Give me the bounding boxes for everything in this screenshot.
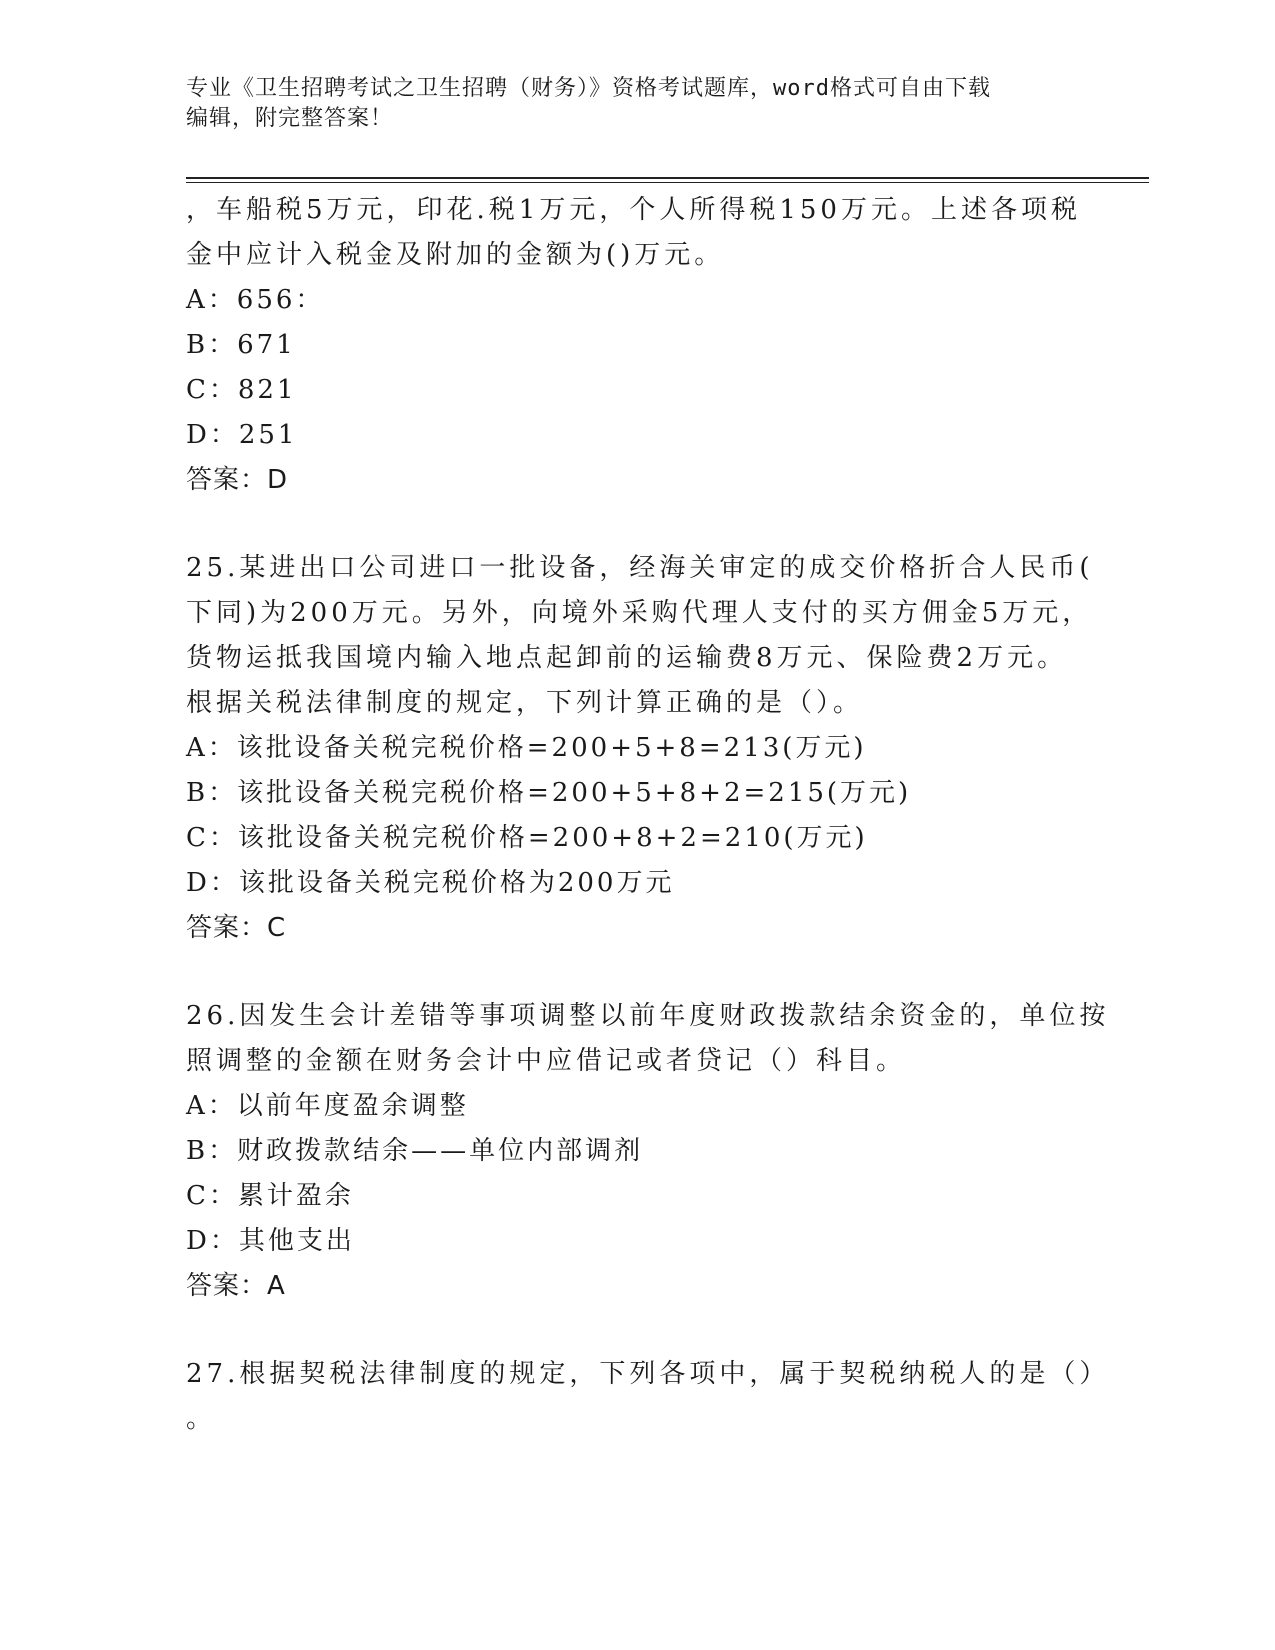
question-text-line: 照调整的金额在财务会计中应借记或者贷记（）科目。 xyxy=(186,1046,907,1076)
document-body xyxy=(186,188,1110,1442)
question-27 xyxy=(186,1352,1110,1442)
option-b: B：该批设备关税完税价格=200+5+8+2=215(万元) xyxy=(186,778,912,808)
option-a: A：该批设备关税完税价格=200+5+8=213(万元) xyxy=(186,733,867,763)
spacer xyxy=(186,503,1086,546)
option-b: B：671 xyxy=(186,330,296,360)
question-text-line: 根据关税法律制度的规定，下列计算正确的是（）。 xyxy=(186,688,864,718)
question-text-line: 下同)为200万元。另外，向境外采购代理人支付的买方佣金5万元， xyxy=(186,598,1093,628)
option-a: A：656： xyxy=(186,285,325,315)
answer-label: 答案：D xyxy=(186,465,289,495)
spacer xyxy=(186,951,1086,994)
question-text-line: 26.因发生会计差错等事项调整以前年度财政拨款结余资金的，单位按 xyxy=(186,1001,1110,1031)
question-text-line: 27.根据契税法律制度的规定，下列各项中，属于契税纳税人的是（） xyxy=(186,1359,1110,1389)
header-divider-thin xyxy=(186,182,1149,183)
spacer xyxy=(186,1309,1086,1352)
option-d: D：该批设备关税完税价格为200万元 xyxy=(186,868,675,898)
option-b: B：财政拨款结余——单位内部调剂 xyxy=(186,1136,644,1166)
question-text-line: 金中应计入税金及附加的金额为()万元。 xyxy=(186,240,725,270)
header-line-2: 编辑，附完整答案！ xyxy=(186,106,394,131)
option-d: D：251 xyxy=(186,420,298,450)
question-26 xyxy=(186,994,1110,1309)
option-c: C：累计盈余 xyxy=(186,1181,354,1211)
question-text-line: 。 xyxy=(186,1404,217,1434)
option-c: C：该批设备关税完税价格=200+8+2=210(万元) xyxy=(186,823,868,853)
answer-label: 答案：C xyxy=(186,913,287,943)
question-continued xyxy=(186,188,1086,503)
answer-label: 答案：A xyxy=(186,1271,286,1301)
option-d: D：其他支出 xyxy=(186,1226,355,1256)
question-text-line: 货物运抵我国境内输入地点起卸前的运输费8万元、保险费2万元。 xyxy=(186,643,1068,673)
option-c: C：821 xyxy=(186,375,297,405)
header-line-1: 专业《卫生招聘考试之卫生招聘（财务）》资格考试题库，word格式可自由下载 xyxy=(186,76,991,101)
header-divider-thick xyxy=(186,177,1149,179)
question-text-line: 25.某进出口公司进口一批设备，经海关审定的成交价格折合人民币( xyxy=(186,553,1094,583)
question-25 xyxy=(186,546,1094,951)
option-a: A：以前年度盈余调整 xyxy=(186,1091,469,1121)
page-header xyxy=(186,74,1066,134)
question-text-line: ，车船税5万元，印花.税1万元，个人所得税150万元。上述各项税 xyxy=(186,195,1081,225)
